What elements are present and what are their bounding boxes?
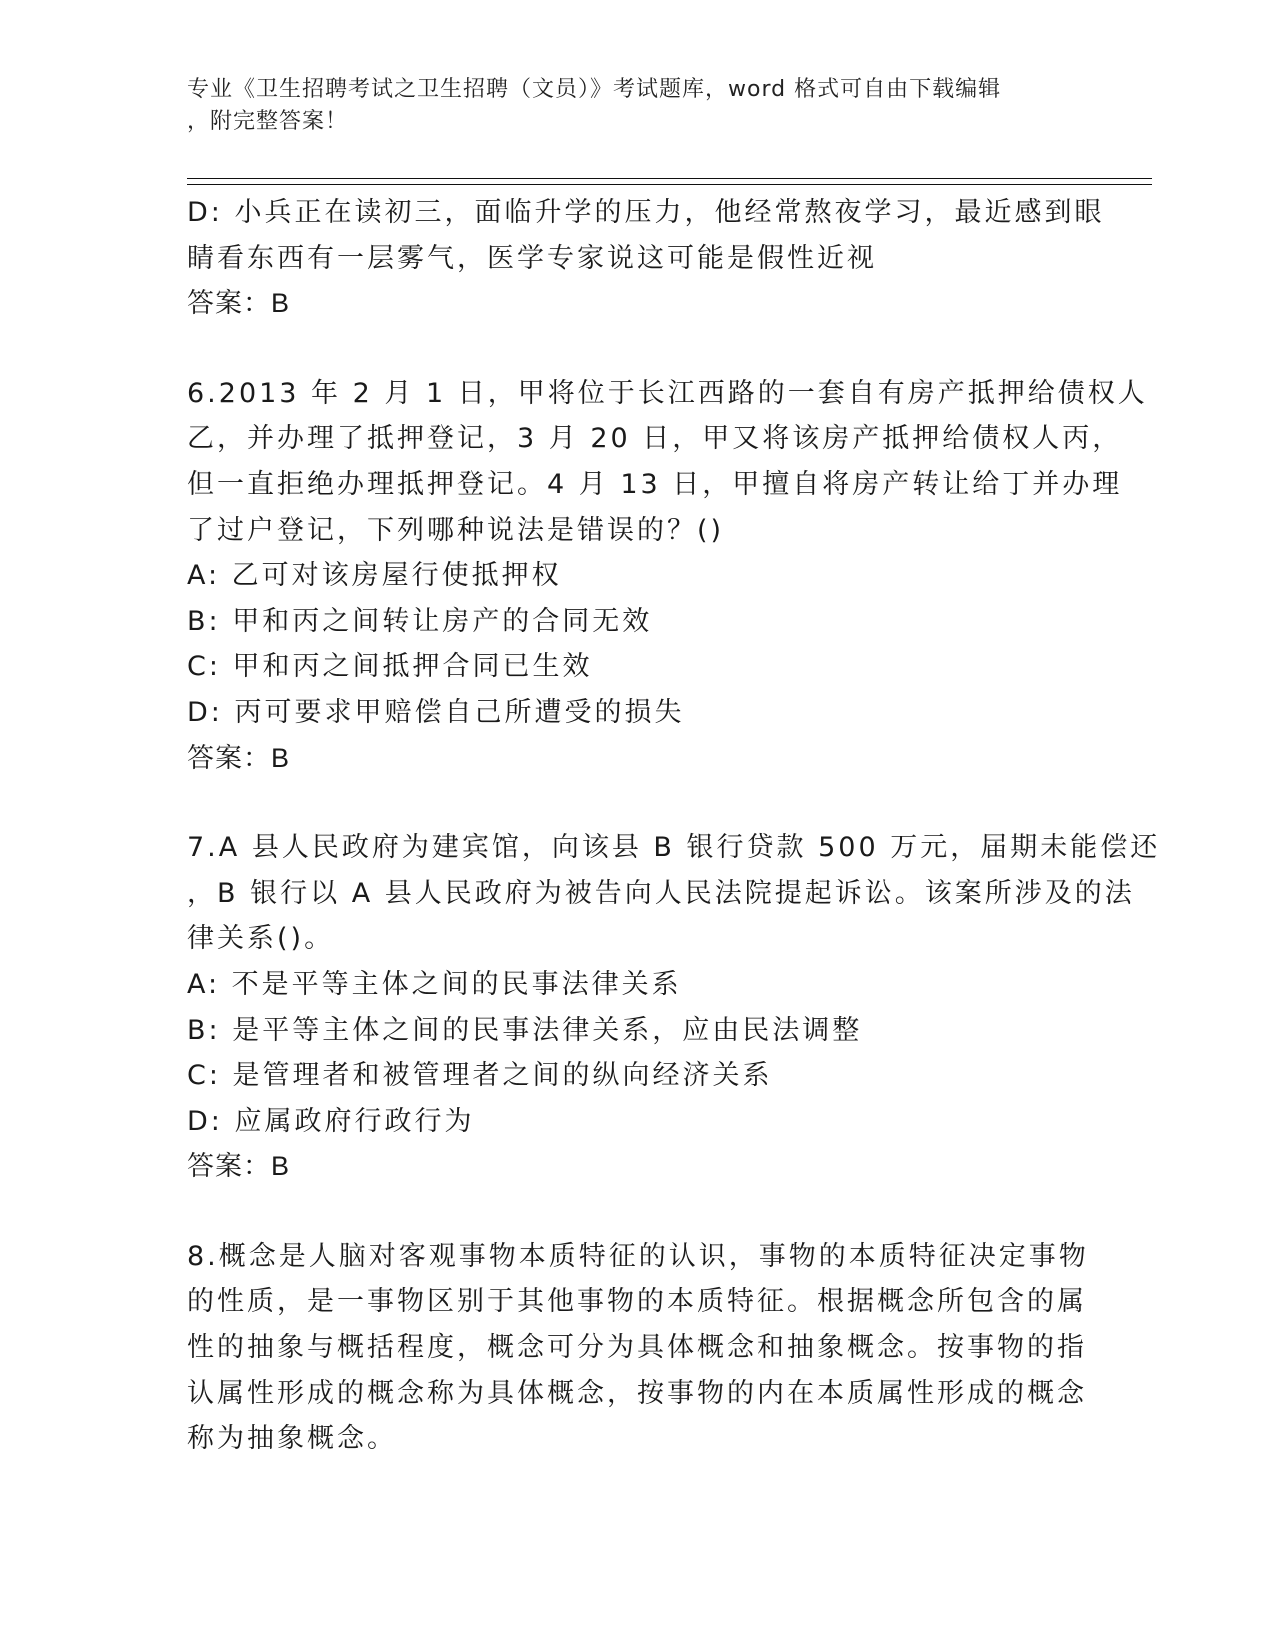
question-6-option-c: C: 甲和丙之间抵押合同已生效 — [187, 651, 593, 683]
option-d-line-1: D: 小兵正在读初三，面临升学的压力，他经常熬夜学习，最近感到眼 — [187, 197, 1105, 228]
paragraph-gap — [187, 781, 1087, 825]
question-8-line-4: 认属性形成的概念称为具体概念，按事物的内在本质属性形成的概念 — [187, 1377, 1087, 1409]
document-header — [187, 74, 1067, 138]
question-7-option-b: B: 是平等主体之间的民事法律关系，应由民法调整 — [187, 1014, 863, 1046]
paragraph-gap — [187, 1190, 1087, 1234]
question-6-line-2: 乙，并办理了抵押登记，3 月 20 日，甲又将该房产抵押给债权人丙， — [187, 423, 1123, 455]
question-6-option-a: A: 乙可对该房屋行使抵押权 — [187, 560, 562, 592]
question-8-line-3: 性的抽象与概括程度，概念可分为具体概念和抽象概念。按事物的指 — [187, 1332, 1087, 1364]
question-7-option-c: C: 是管理者和被管理者之间的纵向经济关系 — [187, 1060, 773, 1092]
question-8 — [187, 1234, 1087, 1462]
question-8-line-1: 8.概念是人脑对客观事物本质特征的认识，事物的本质特征决定事物 — [187, 1240, 1089, 1272]
question-7 — [187, 825, 1161, 1190]
question-6-line-1: 6.2013 年 2 月 1 日，甲将位于长江西路的一套自有房产抵押给债权人 — [187, 377, 1148, 409]
question-7-line-1: 7.A 县人民政府为建宾馆，向该县 B 银行贷款 500 万元，届期未能偿还 — [187, 832, 1161, 864]
question-8-line-2: 的性质，是一事物区别于其他事物的本质特征。根据概念所包含的属 — [187, 1286, 1087, 1318]
question-8-line-5: 称为抽象概念。 — [187, 1423, 397, 1455]
header-line-2: ，附完整答案！ — [187, 109, 349, 134]
document-body — [187, 190, 1161, 1462]
header-line-1: 专业《卫生招聘考试之卫生招聘（文员）》考试题库，word 格式可自由下载编辑 — [187, 77, 1002, 102]
question-7-option-d: D: 应属政府行政行为 — [187, 1105, 475, 1137]
question-7-answer: 答案：B — [187, 1151, 291, 1182]
question-7-line-2: ，B 银行以 A 县人民政府为被告向人民法院提起诉讼。该案所涉及的法 — [187, 877, 1135, 909]
paragraph-gap — [187, 327, 1087, 371]
question-7-option-a: A: 不是平等主体之间的民事法律关系 — [187, 968, 682, 1000]
question-6-answer: 答案：B — [187, 742, 291, 773]
question-6-option-d: D: 丙可要求甲赔偿自己所遭受的损失 — [187, 696, 685, 728]
header-rule-thick — [187, 178, 1152, 179]
question-6-option-b: B: 甲和丙之间转让房产的合同无效 — [187, 605, 653, 637]
question-6 — [187, 371, 1148, 781]
carryover-question — [187, 190, 1105, 327]
question-7-line-3: 律关系()。 — [187, 923, 335, 955]
option-d-line-2: 睛看东西有一层雾气，医学专家说这可能是假性近视 — [187, 242, 877, 274]
answer-line: 答案：B — [187, 288, 291, 319]
header-rule-thin — [187, 184, 1152, 185]
question-6-line-3: 但一直拒绝办理抵押登记。4 月 13 日，甲擅自将房产转让给丁并办理 — [187, 468, 1123, 500]
question-6-line-4: 了过户登记，下列哪种说法是错误的？() — [187, 514, 725, 546]
